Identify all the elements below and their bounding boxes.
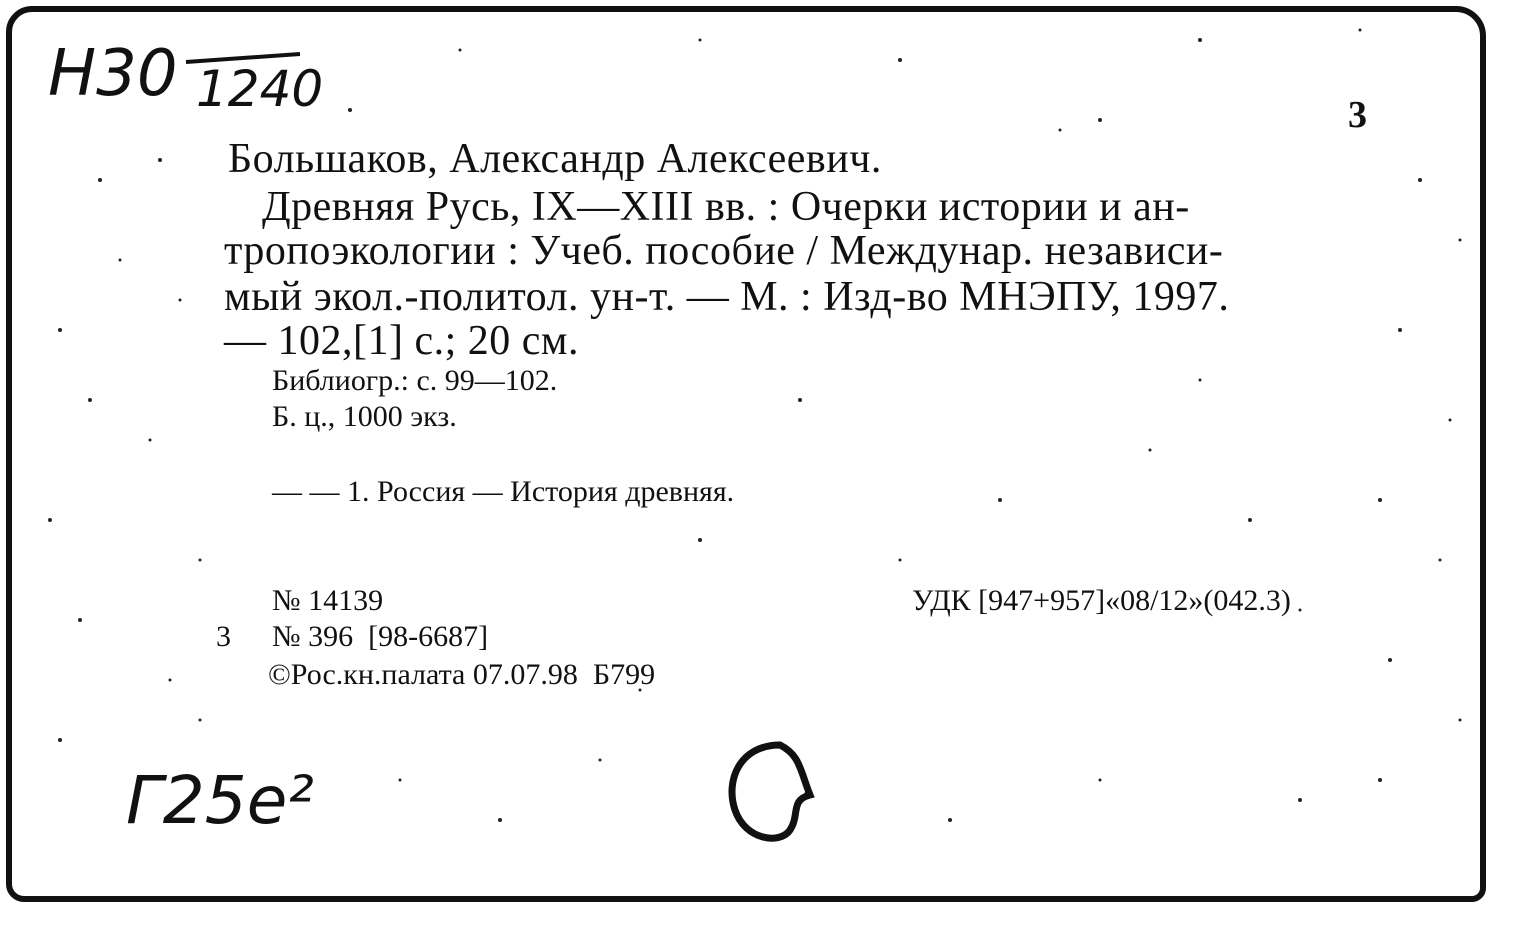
- author-heading: Большаков, Александр Алексеевич.: [228, 136, 882, 182]
- title-line-2: тропоэкологии : Учеб. пособие / Междунар. независи-: [224, 228, 1224, 274]
- title-line-3: мый экол.-политол. ун-т. — М. : Изд-во МНЭПУ, 1997.: [224, 274, 1230, 320]
- card-number: № 396 [98-6687]: [272, 620, 489, 653]
- bibliography-note: Библиогр.: с. 99—102.: [272, 364, 558, 397]
- card-number-prefix: 3: [216, 620, 231, 653]
- record-number: № 14139: [272, 584, 384, 617]
- subject-heading: — — 1. Россия — История древняя.: [272, 475, 735, 508]
- price-run-note: Б. ц., 1000 экз.: [272, 400, 457, 433]
- udc-code: УДК [947+957]«08/12»(042.3): [912, 584, 1291, 617]
- shelfmark-prefix: Н30: [48, 37, 178, 111]
- page-number: 3: [1348, 94, 1367, 136]
- title-line-4: — 102,[1] с.; 20 см.: [224, 318, 580, 364]
- copyright-line: ©Рос.кн.палата 07.07.98 Б799: [268, 658, 656, 691]
- ink-stamp-mark: [732, 745, 810, 838]
- title-line-1: Древняя Русь, IX—XIII вв. : Очерки истории и ан-: [262, 184, 1190, 230]
- handwritten-code: Г25е²: [126, 762, 314, 839]
- shelfmark-number: 1240: [196, 60, 324, 118]
